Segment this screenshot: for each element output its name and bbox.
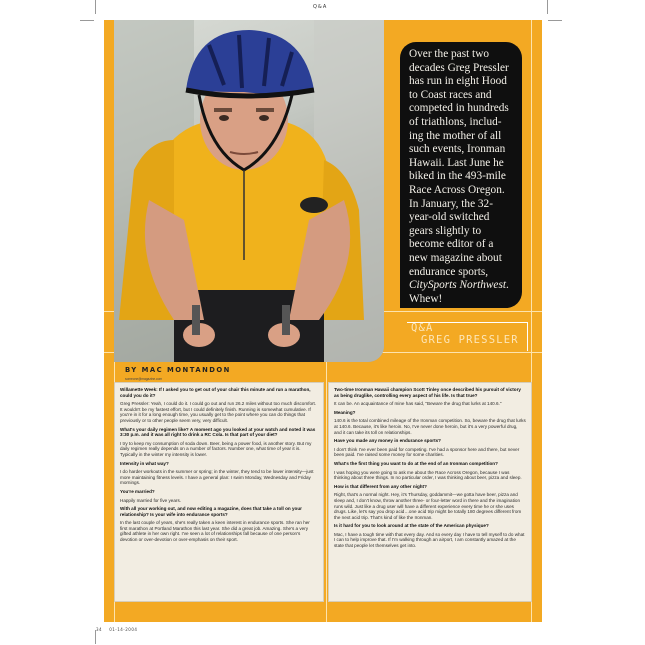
interview-answer: 140.6 is the total combined mileage of the Ironman competition. So, beware the drug that lurks at 140.6. Because, it's like heroin. No, I've never done heroin, but it's a very powerful drug, and it can take its toll on relationships. <box>334 418 526 435</box>
quote-line: year-old switched <box>409 211 490 224</box>
quote-line: of triathlons, includ- <box>409 115 502 128</box>
magazine-suffix: . <box>505 279 509 292</box>
interview-question: Meaning? <box>334 409 356 415</box>
crop-mark <box>95 0 96 14</box>
interview-answer: I was hoping you were going to ask me about the Race Across Oregon, because I was thinking about three things. In no particular order, I was thinking about beer, pizza and sleep. <box>334 469 522 481</box>
interview-question: How is that different from any other night? <box>334 483 427 489</box>
page-number: 34 <box>96 627 103 632</box>
cyclist-photo <box>114 20 384 362</box>
interview-question: Is it hard for you to look around at the state of the American physique? <box>334 523 489 529</box>
crop-mark <box>547 0 548 14</box>
quote-line: Whew! <box>409 292 443 305</box>
quote-line <box>409 279 516 293</box>
interview-answer: Greg Pressler: Yeah, I could do it. I could go out and run 26.2 miles without too much discomfort. It wouldn't be my fastest effort, but I could definitely finish. Running is somewhat cumulative. If you're in it for a long enough time, you usually get to the point where you can do things that previously or to other people seem very, very difficult. <box>120 401 317 423</box>
byline: BY MAC MONTANDON <box>125 366 231 374</box>
article-column-left <box>114 382 324 602</box>
quote-line: Race Across Oregon. <box>409 183 505 196</box>
magazine-name: CitySports Northwest <box>409 279 506 292</box>
crop-mark <box>548 20 562 21</box>
crop-mark <box>95 630 96 644</box>
page-footer <box>96 627 137 632</box>
quote-line: become editor of a <box>409 238 494 251</box>
quote-line: biked in the 493-mile <box>409 170 506 183</box>
interview-question: Willamette Week: If I asked you to get out of your chair this minute and run a marathon, could you do it? <box>120 387 311 398</box>
interview-answer: I do harder workouts in the summer or spring; in the winter, they tend to be lower intensity—just more maintaining fitness levels. I have a general plan: I swim Monday, Wednesday and Friday mornings. <box>120 469 314 486</box>
quote-line: Over the past two <box>409 48 489 60</box>
interview-question: Intensity in what way? <box>120 460 169 466</box>
quote-line: decades Greg Pressler <box>409 61 509 74</box>
running-header: Q&A <box>313 4 328 10</box>
quote-line: Hawaii. Last June he <box>409 156 504 169</box>
interview-answer: In the last couple of years, she's really taken a keen interest in endurance sports. She ran her first marathon at Portland Marathon this last year. She did a great job. Amazing. She's a very gifted athlete in her own right. I've seen a lot of relationships fall because of one person's devotion or over-devotion or over-emphasis on their sport. <box>120 520 310 543</box>
quote-line: endurance sports, <box>409 265 489 278</box>
interview-answer: Mac, I have a tough time with that every day. And so every day I have to tell myself to do what I can to help improve that. If I'm walking through an airport, I am constantly amazed at the state that people let themselves get into. <box>334 531 525 549</box>
interview-question: With all your working out, and now editing a magazine, does that take a toll on your relationship? Is your wife into endurance sports? <box>120 506 302 517</box>
interview-question: Have you made any money in endurance sports? <box>334 438 441 444</box>
interview-answer: It can be. An acquaintance of mine has said, "Beware the drug that lurks at 140.6." <box>334 401 502 407</box>
pull-quote <box>400 42 522 308</box>
interview-question: What's the first thing you want to do at the end of an Ironman competition? <box>334 460 498 466</box>
author-email: someone@magazine.com <box>125 377 163 381</box>
quote-line: In January, the 32- <box>409 197 493 210</box>
interview-question: Two-time Ironman Hawaii champion Scott Tinley once described his pursuit of victory as being druglike, controlling every aspect of his life. Is that true? <box>334 387 521 398</box>
interview-question: You're married? <box>120 488 155 494</box>
qa-heading <box>411 322 519 346</box>
qa-label: Q&A <box>411 322 434 334</box>
quote-line: to Coast races and <box>409 88 492 101</box>
interview-question: What's your daily regimen like? A moment ago you looked at your watch and noted it was 3:30 p.m. and it was all right to drink a RC Cola. Is that part of your diet? <box>120 426 316 438</box>
interview-answer: I try to keep my consumption of soda down. Beer, being a power food, is another story. But my daily regimen really depends on a number of factors. Number one, what time of year it is. Typically in the winter my intensity is lower. <box>120 440 312 457</box>
interview-answer: Happily married for five years. <box>120 497 182 503</box>
quote-line: ing the mother of all <box>409 129 502 142</box>
crop-mark <box>80 20 94 21</box>
quote-line: competed in hundreds <box>409 102 509 115</box>
interview-answer: I don't think I've ever been paid for competing. I've had a sponsor here and there, but never been paid. I've raised some money for some charities. <box>334 446 520 458</box>
cyclist-illustration <box>114 20 384 362</box>
quote-line: has run in eight Hood <box>409 75 507 88</box>
interviewee-name: GREG PRESSLER <box>421 334 519 346</box>
quote-line: gears slightly to <box>409 224 482 237</box>
issue-date: 01-14-2004 <box>109 627 138 632</box>
interview-answer: Right, that's a normal night. Hey, it's Thursday, goddammit—we gotta have beer, pizza and sleep and, I don't know, throw another three- or four-letter word in there and the imagination runs wild. Just like a drug user will have a different experience every time he or she uses drugs. Like, let's say you drop acid…one acid trip might be totally 180 degrees different from the next acid trip. That's kind of like the Ironman. <box>334 492 522 520</box>
quote-line: new magazine about <box>409 251 502 264</box>
article-column-right <box>328 382 532 602</box>
quote-line: such events, Ironman <box>409 143 506 156</box>
